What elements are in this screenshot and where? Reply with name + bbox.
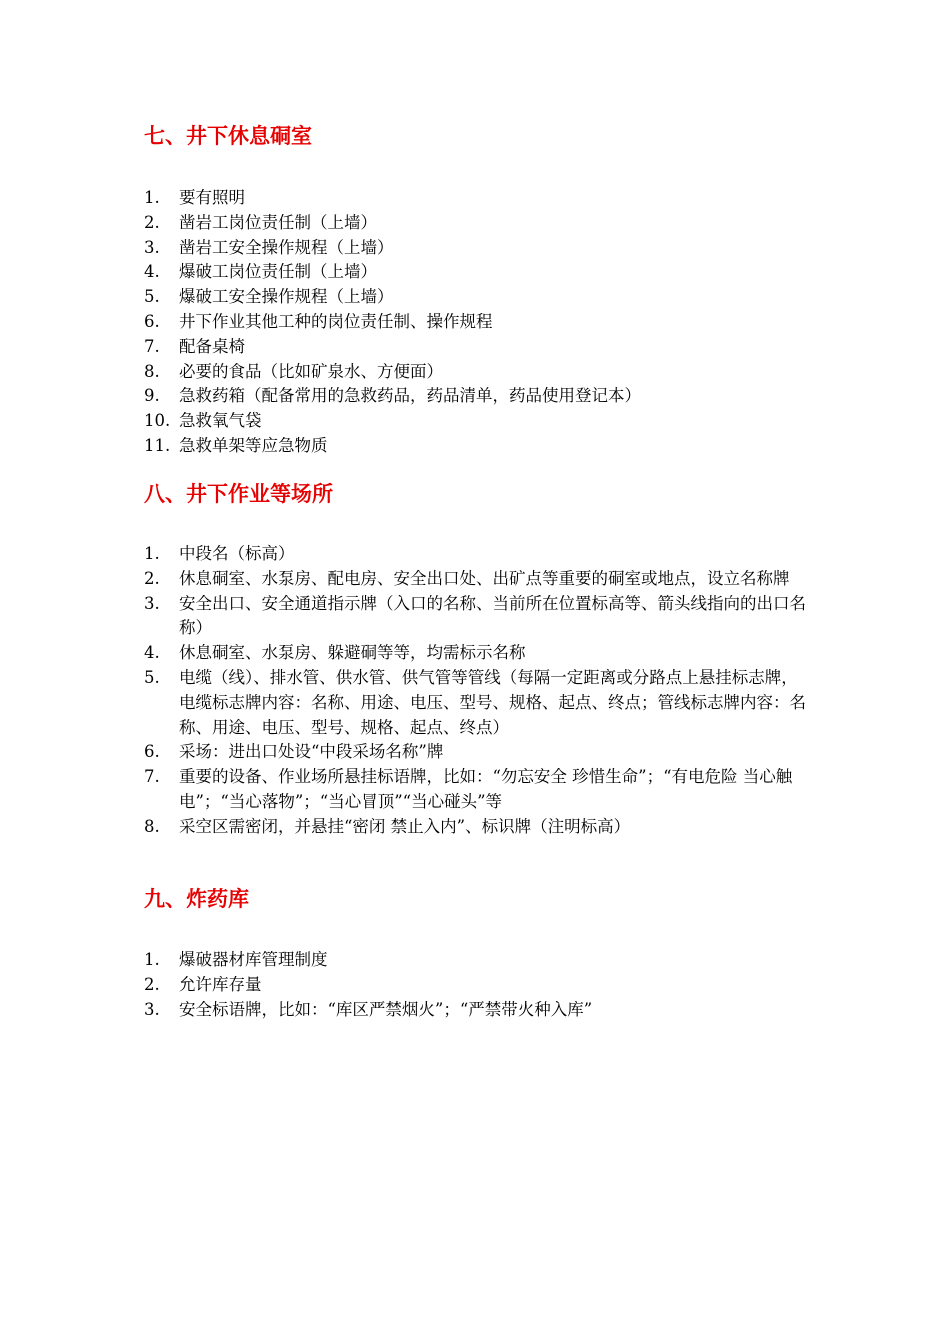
- list-item: [144, 973, 810, 998]
- section-list-7: [144, 186, 810, 459]
- list-number: 1.: [144, 544, 160, 563]
- list-number: 8.: [144, 361, 160, 381]
- list-item: [144, 211, 810, 236]
- section-list-9: [144, 948, 810, 1022]
- section-list-8: [144, 542, 810, 840]
- list-item: [144, 186, 810, 211]
- list-item-text: 允许库存量: [179, 974, 262, 994]
- list-item: [144, 335, 810, 360]
- list-item: [144, 948, 810, 973]
- list-item-text: 安全标语牌，比如：“库区严禁烟火”；“严禁带火种入库”: [179, 999, 593, 1019]
- list-number: 2.: [144, 212, 160, 232]
- list-item: [144, 384, 810, 409]
- list-number: 4.: [144, 262, 160, 282]
- list-item: [144, 260, 810, 285]
- list-item-text: 配备桌椅: [179, 336, 245, 356]
- section-heading-8: 八、井下作业等场所: [144, 482, 333, 506]
- list-item-text: 爆破工安全操作规程（上墙）: [179, 287, 394, 307]
- list-item-text: 急救药箱（配备常用的急救药品，药品清单，药品使用登记本）: [179, 386, 641, 406]
- list-item: [144, 567, 810, 592]
- list-item-text: 要有照明: [179, 188, 245, 207]
- list-item-text: 中段名（标高）: [179, 544, 295, 563]
- list-item-text: 急救单架等应急物质: [179, 435, 328, 455]
- list-number: 10.: [144, 411, 171, 431]
- list-item: [144, 998, 810, 1023]
- list-item-text: 休息硐室、水泵房、配电房、安全出口处、出矿点等重要的硐室或地点，设立名称牌: [179, 568, 790, 588]
- list-number: 3.: [144, 999, 160, 1019]
- list-number: 8.: [144, 816, 160, 836]
- list-number: 1.: [144, 950, 160, 969]
- list-item: [144, 360, 810, 385]
- list-item-text: 爆破工岗位责任制（上墙）: [179, 262, 377, 282]
- list-item: [144, 592, 810, 642]
- list-item: [144, 641, 810, 666]
- list-item-text: 必要的食品（比如矿泉水、方便面）: [179, 361, 443, 381]
- list-item-text: 重要的设备、作业场所悬挂标语牌，比如：“勿忘安全 珍惜生命”；“有电危险 当心触电”；“当心落物”；“当心冒顶”“当心碰头”等: [179, 767, 793, 811]
- list-number: 6.: [144, 311, 160, 331]
- list-item: [144, 236, 810, 261]
- list-number: 9.: [144, 386, 160, 406]
- list-item: [144, 765, 810, 815]
- list-item: [144, 310, 810, 335]
- list-item-text: 井下作业其他工种的岗位责任制、操作规程: [179, 311, 493, 331]
- list-item: [144, 815, 810, 840]
- list-item-text: 采场：进出口处设“中段采场名称”牌: [179, 742, 444, 762]
- section-heading-9: 九、炸药库: [144, 887, 249, 911]
- list-number: 1.: [144, 188, 160, 207]
- list-number: 11.: [144, 435, 171, 455]
- list-number: 7.: [144, 767, 160, 787]
- list-item-text: 爆破器材库管理制度: [179, 950, 328, 969]
- list-item-text: 急救氧气袋: [179, 411, 262, 431]
- list-item: [144, 740, 810, 765]
- list-number: 5.: [144, 667, 160, 687]
- list-number: 2.: [144, 974, 160, 994]
- list-item: [144, 542, 810, 567]
- list-number: 3.: [144, 237, 160, 257]
- list-item-text: 凿岩工岗位责任制（上墙）: [179, 212, 377, 232]
- list-number: 3.: [144, 593, 160, 613]
- section-heading-7: 七、井下休息硐室: [144, 124, 312, 148]
- list-item-text: 凿岩工安全操作规程（上墙）: [179, 237, 394, 257]
- list-number: 5.: [144, 287, 160, 307]
- list-item-text: 休息硐室、水泵房、躲避硐等等，均需标示名称: [179, 643, 526, 663]
- list-item: [144, 409, 810, 434]
- list-number: 4.: [144, 643, 160, 663]
- list-item-text: 电缆（线）、排水管、供水管、供气管等管线（每隔一定距离或分路点上悬挂标志牌，电缆标志牌内容：名称、用途、电压、型号、规格、起点、终点；管线标志牌内容：名称、用途、电压、型号、规格、起点、终点）: [179, 667, 806, 737]
- list-item-text: 安全出口、安全通道指示牌（入口的名称、当前所在位置标高等、箭头线指向的出口名称）: [179, 593, 806, 638]
- list-number: 6.: [144, 742, 160, 762]
- list-number: 2.: [144, 568, 160, 588]
- list-item: [144, 666, 810, 740]
- list-item-text: 采空区需密闭，并悬挂“密闭 禁止入内”、标识牌（注明标高）: [179, 816, 631, 836]
- list-item: [144, 434, 810, 459]
- list-item: [144, 285, 810, 310]
- list-number: 7.: [144, 336, 160, 356]
